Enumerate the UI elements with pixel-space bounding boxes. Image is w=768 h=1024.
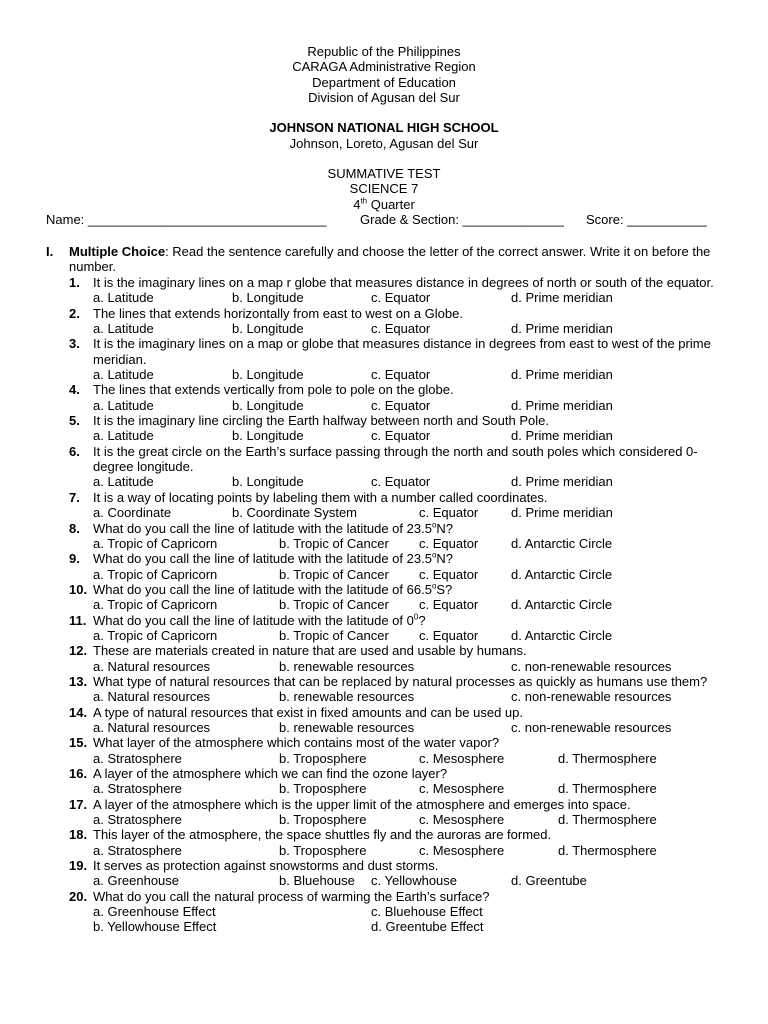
question-item (69, 582, 729, 613)
choice-option[interactable]: d. Thermosphere (558, 750, 657, 766)
question-item (69, 551, 729, 582)
answer-choices (93, 628, 729, 643)
document-header (0, 44, 768, 212)
question-row (69, 306, 729, 321)
choice-option[interactable]: a. Stratosphere (93, 750, 182, 766)
subject: SCIENCE 7 (349, 181, 419, 197)
student-info-line (46, 212, 726, 228)
question-number: 9. (69, 551, 80, 567)
question-row (69, 551, 729, 566)
choice-option[interactable]: a. Stratosphere (93, 781, 182, 797)
choice-option[interactable]: b. Troposphere (279, 812, 367, 828)
header-line-2: CARAGA Administrative Region (292, 59, 476, 75)
choice-option[interactable]: b. Tropic of Cancer (279, 627, 389, 643)
choice-option[interactable]: a. Natural resources (93, 689, 211, 705)
question-item (69, 797, 729, 828)
choice-option[interactable]: c. Equator (371, 321, 431, 337)
choice-option[interactable]: b. Yellowhouse Effect (93, 919, 217, 935)
question-text: A layer of the atmosphere which is the upper limit of the atmosphere and emerges into space. (93, 796, 631, 812)
answer-choices (93, 567, 729, 582)
choice-option[interactable]: c. Yellowhouse (371, 873, 458, 889)
question-text: What do you call the line of latitude with the latitude of 23.5$^o$N? (93, 550, 454, 567)
header-line-1: Republic of the Philippines (307, 44, 461, 59)
question-number: 1. (69, 275, 80, 290)
question-item (69, 613, 729, 644)
question-number: 7. (69, 489, 80, 505)
choice-option[interactable]: c. Equator (371, 428, 431, 444)
choice-option[interactable]: a. Latitude (93, 367, 154, 383)
question-text: The lines that extends horizontally from east to west on a Globe. (93, 305, 463, 321)
choice-option[interactable]: c. Equator (419, 535, 479, 551)
question-item (69, 735, 729, 766)
choice-option[interactable]: a. Tropic of Capricorn (93, 597, 218, 613)
question-number: 20. (69, 888, 88, 904)
question-number: 15. (69, 735, 88, 751)
question-item (69, 490, 729, 521)
choice-option[interactable]: b. Longitude (232, 290, 304, 306)
question-row (69, 643, 729, 658)
degree-symbol: o (431, 581, 437, 591)
question-item (69, 382, 729, 413)
school-name: JOHNSON NATIONAL HIGH SCHOOL (269, 120, 499, 136)
answer-choices (93, 474, 729, 489)
question-row (69, 797, 729, 812)
choice-option[interactable]: d. Thermosphere (558, 842, 657, 858)
question-text: It is the imaginary lines on a map or globe that measures distance in degrees from east to west of the prime meridian. (93, 336, 711, 367)
choice-option[interactable]: a. Stratosphere (93, 812, 182, 828)
section-title: Multiple Choice (69, 244, 166, 259)
answer-choices (93, 290, 729, 305)
question-text: What do you call the line of latitude with the latitude of 23.5$^o$N? (93, 520, 454, 536)
question-number: 17. (69, 796, 88, 812)
instructions-text: Multiple Choice: Read the sentence carefully and choose the letter of the correct answer. Write it on before the number. (69, 244, 711, 275)
question-row (69, 705, 729, 720)
question-item (69, 705, 729, 736)
question-number: 8. (69, 520, 80, 536)
question-number: 11. (69, 612, 87, 628)
choice-option[interactable]: b. Troposphere (279, 781, 367, 797)
question-row (69, 490, 729, 505)
choice-option[interactable]: c. Equator (419, 566, 479, 582)
question-text: The lines that extends vertically from pole to pole on the globe. (93, 382, 454, 398)
question-text: What do you call the natural process of warming the Earth’s surface? (93, 888, 490, 904)
quarter: 4th Quarter (353, 196, 415, 212)
answer-choices (93, 597, 729, 612)
choice-option[interactable]: d. Greentube (511, 873, 587, 889)
answer-choices (93, 919, 729, 934)
degree-symbol: o (431, 520, 437, 530)
question-item (69, 858, 729, 889)
answer-choices (93, 536, 729, 551)
question-row (69, 766, 729, 781)
question-number: 13. (69, 673, 88, 689)
choice-option[interactable]: c. Equator (419, 597, 479, 613)
choice-option[interactable]: c. Mesosphere (419, 842, 505, 858)
question-row (69, 582, 729, 597)
choice-option[interactable]: d. Prime meridian (511, 290, 613, 306)
question-number: 5. (69, 413, 80, 429)
question-number: 10. (69, 581, 88, 597)
question-row (69, 382, 729, 397)
question-item (69, 336, 729, 382)
question-text: What do you call the line of latitude with the latitude of 66.5$^o$S? (93, 581, 453, 597)
question-row (69, 735, 729, 750)
choice-option[interactable]: d. Greentube Effect (371, 919, 484, 935)
answer-choices (93, 873, 729, 888)
choice-option[interactable]: c. Mesosphere (419, 812, 505, 828)
question-number: 18. (69, 827, 88, 843)
question-item (69, 766, 729, 797)
choice-option[interactable]: c. non-renewable resources (511, 658, 672, 674)
choice-option[interactable]: a. Greenhouse Effect (93, 904, 216, 920)
question-number: 2. (69, 305, 80, 321)
question-number: 12. (69, 643, 88, 659)
choice-option[interactable]: c. Mesosphere (419, 781, 505, 797)
answer-choices (93, 812, 729, 827)
choice-option[interactable]: d. Antarctic Circle (511, 597, 613, 613)
answer-choices (93, 689, 729, 704)
question-number: 6. (69, 443, 80, 459)
choice-option[interactable]: b. Tropic of Cancer (279, 535, 389, 551)
choice-option[interactable]: b. Longitude (232, 397, 304, 413)
choice-option[interactable]: b. renewable resources (279, 689, 415, 705)
choice-option[interactable]: a. Natural resources (93, 719, 211, 735)
answer-choices (93, 367, 729, 382)
choice-option[interactable]: a. Natural resources (93, 658, 211, 674)
choice-option[interactable]: d. Prime meridian (511, 505, 613, 521)
question-row (69, 827, 729, 842)
choice-option[interactable]: d. Antarctic Circle (511, 566, 613, 582)
answer-choices (93, 751, 729, 766)
question-text: These are materials created in nature that are used and usable by humans. (93, 643, 527, 659)
question-row (69, 275, 729, 290)
question-text: This layer of the atmosphere, the space shuttles fly and the auroras are formed. (93, 827, 552, 843)
choice-option[interactable]: c. non-renewable resources (511, 719, 672, 735)
choice-option[interactable]: b. Longitude (232, 321, 304, 337)
answer-choices (93, 398, 729, 413)
choice-option[interactable]: b. Coordinate System (232, 505, 358, 521)
question-row (69, 444, 729, 475)
degree-symbol: 0 (413, 612, 419, 622)
choice-option[interactable]: a. Latitude (93, 290, 154, 306)
question-item (69, 444, 729, 490)
choice-option[interactable]: d. Antarctic Circle (511, 535, 613, 551)
grade-section-field[interactable]: Grade & Section: ______________ (360, 212, 564, 227)
choice-option[interactable]: c. Equator (371, 474, 431, 490)
choice-option[interactable]: c. Equator (371, 397, 431, 413)
choice-option[interactable]: c. Equator (371, 367, 431, 383)
choice-option[interactable]: a. Latitude (93, 428, 154, 444)
question-item (69, 413, 729, 444)
question-text: A type of natural resources that exist in fixed amounts and can be used up. (93, 704, 523, 720)
test-type: SUMMATIVE TEST (327, 166, 441, 182)
choice-option[interactable]: d. Prime meridian (511, 321, 613, 337)
question-number: 4. (69, 382, 80, 398)
choice-option[interactable]: b. Longitude (232, 474, 304, 490)
answer-choices (93, 904, 729, 919)
choice-option[interactable]: b. Troposphere (279, 842, 367, 858)
question-number: 16. (69, 766, 88, 781)
question-text: It is the great circle on the Earth’s surface passing through the north and south poles which considered 0-degree longitude. (93, 443, 698, 475)
question-number: 14. (69, 704, 88, 720)
question-number: 19. (69, 858, 88, 874)
choice-option[interactable]: b. Troposphere (279, 750, 367, 766)
choice-option[interactable]: c. Equator (419, 505, 479, 521)
answer-choices (93, 659, 729, 674)
question-item (69, 889, 729, 935)
question-number: 3. (69, 336, 80, 352)
name-field[interactable]: Name: _________________________________ (46, 212, 327, 227)
choice-option[interactable]: d. Prime meridian (511, 397, 613, 413)
choice-option[interactable]: b. renewable resources (279, 719, 415, 735)
choice-option[interactable]: a. Coordinate (93, 505, 172, 521)
choice-option[interactable]: c. non-renewable resources (511, 689, 672, 705)
choice-option[interactable]: d. Prime meridian (511, 428, 613, 444)
choice-option[interactable]: b. renewable resources (279, 658, 415, 674)
question-text: It is the imaginary line circling the Earth halfway between north and South Pole. (93, 413, 549, 429)
choice-option[interactable]: c. Equator (419, 627, 479, 643)
answer-choices (93, 781, 729, 796)
choice-option[interactable]: b. Longitude (232, 367, 304, 383)
question-row (69, 613, 729, 628)
header-line-4: Division of Agusan del Sur (308, 90, 460, 106)
choice-option[interactable]: b. Tropic of Cancer (279, 566, 389, 582)
question-text: It serves as protection against snowstorms and dust storms. (93, 858, 439, 874)
question-row (69, 336, 729, 367)
choice-option[interactable]: d. Antarctic Circle (511, 627, 613, 643)
question-text: What layer of the atmosphere which contains most of the water vapor? (93, 735, 500, 751)
choice-option[interactable]: b. Tropic of Cancer (279, 597, 389, 613)
choice-option[interactable]: a. Tropic of Capricorn (93, 535, 218, 551)
question-item (69, 674, 729, 705)
choice-option[interactable]: a. Stratosphere (93, 842, 182, 858)
choice-option[interactable]: a. Latitude (93, 474, 154, 490)
answer-choices (93, 321, 729, 336)
question-item (69, 521, 729, 552)
question-text: It is the imaginary lines on a map r globe that measures distance in degrees of north or south of the equator. (93, 275, 714, 290)
question-row (69, 413, 729, 428)
answer-choices (93, 843, 729, 858)
degree-symbol: o (431, 550, 437, 560)
score-field[interactable]: Score: ___________ (586, 212, 707, 227)
question-item (69, 275, 729, 306)
question-item (69, 306, 729, 337)
question-row (69, 521, 729, 536)
choice-option[interactable]: c. Mesosphere (419, 750, 505, 766)
answer-choices (93, 505, 729, 520)
choice-option[interactable]: a. Tropic of Capricorn (93, 627, 218, 643)
question-item (69, 643, 729, 674)
choice-option[interactable]: a. Tropic of Capricorn (93, 566, 218, 582)
choice-option[interactable]: d. Prime meridian (511, 367, 613, 383)
choice-option[interactable]: a. Greenhouse (93, 873, 180, 889)
choice-option[interactable]: a. Latitude (93, 397, 154, 413)
choice-option[interactable]: b. Longitude (232, 428, 304, 444)
choice-option[interactable]: c. Equator (371, 290, 431, 306)
question-text: What type of natural resources that can be replaced by natural processes as quickly as humans use them? (93, 673, 708, 689)
header-line-3: Department of Education (312, 74, 456, 90)
question-text: A layer of the atmosphere which we can find the ozone layer? (93, 766, 448, 781)
answer-choices (93, 428, 729, 443)
choice-option[interactable]: a. Latitude (93, 321, 154, 337)
question-row (69, 674, 729, 689)
answer-choices (93, 720, 729, 735)
section-number: I. (46, 244, 54, 259)
question-row (69, 889, 729, 904)
question-text: What do you call the line of latitude with the latitude of $0^0$? (93, 612, 426, 628)
school-address: Johnson, Loreto, Agusan del Sur (289, 135, 479, 151)
choice-option[interactable]: d. Thermosphere (558, 781, 657, 797)
question-item (69, 827, 729, 858)
choice-option[interactable]: b. Bluehouse (279, 873, 355, 889)
choice-option[interactable]: d. Prime meridian (511, 474, 613, 490)
question-row (69, 858, 729, 873)
choice-option[interactable]: c. Bluehouse Effect (371, 904, 483, 920)
question-list (69, 275, 729, 935)
choice-option[interactable]: d. Thermosphere (558, 812, 657, 828)
question-text: It is a way of locating points by labeling them with a number called coordinates. (93, 489, 548, 505)
